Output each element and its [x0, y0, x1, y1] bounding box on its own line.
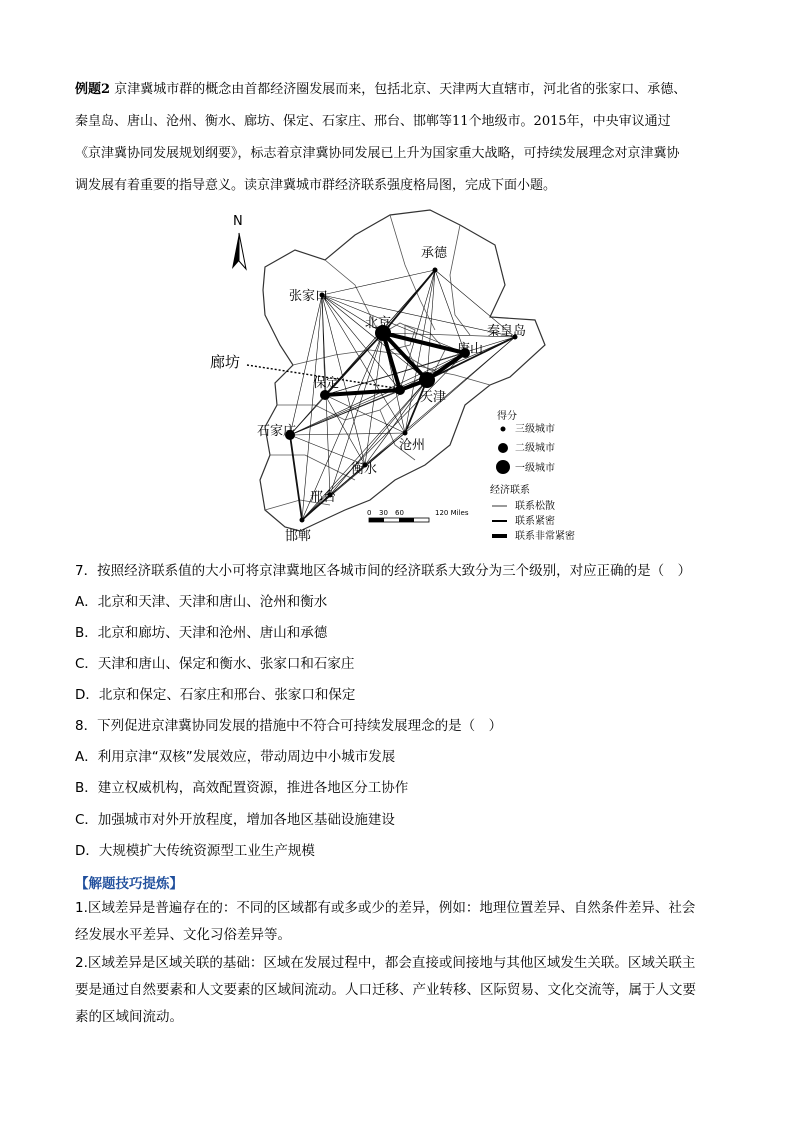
intro-line-4: 调发展有着重要的指导意义。读京津冀城市群经济联系强度格局图，完成下面小题。 — [75, 178, 557, 193]
scale-bar — [367, 509, 469, 522]
north-arrow-icon — [232, 214, 246, 269]
q7-option-d: D．北京和保定、石家庄和邢台、张家口和保定 — [75, 687, 356, 703]
city-label-chengde: 承德 — [421, 246, 448, 261]
city-label-baoding: 保定 — [313, 376, 340, 391]
q7-option-a: A．北京和天津、天津和唐山、沧州和衡水 — [75, 594, 328, 610]
jingjinji-economic-link-map — [205, 205, 605, 545]
langfang-callout-label: 廊坊 — [210, 353, 241, 371]
example-label: 例题2 — [75, 82, 111, 97]
legend-econ-title: 经济联系 — [490, 485, 530, 496]
city-label-cangzhou: 沧州 — [399, 438, 426, 453]
intro-paragraph — [75, 74, 730, 202]
tip-1 — [75, 895, 735, 949]
q8-option-c: C．加强城市对外开放程度，增加各地区基础设施建设 — [75, 812, 395, 828]
legend-level1: 一级城市 — [515, 463, 555, 474]
legend-very-close: 联系非常紧密 — [515, 531, 575, 542]
legend-close: 联系紧密 — [515, 516, 555, 527]
city-label-handan: 邯郸 — [285, 529, 312, 544]
intro-line-3: 《京津冀协同发展规划纲要》，标志着京津冀协同发展已上升为国家重大战略，可持续发展理念对京津冀协 — [75, 146, 680, 161]
north-label: N — [233, 214, 243, 229]
tips-title: 【解题技巧提炼】 — [75, 876, 183, 892]
city-marker-baoding — [320, 390, 330, 400]
scale-tick-120: 120 Miles — [435, 509, 469, 517]
city-label-hengshui: 衡水 — [351, 462, 378, 477]
scale-tick-0: 0 — [367, 509, 372, 517]
q8-stem: 8．下列促进京津冀协同发展的措施中不符合可持续发展理念的是（ ） — [75, 718, 503, 734]
city-marker-tianjin — [419, 372, 435, 388]
city-marker-chengde — [433, 268, 438, 273]
city-label-shijiazhuang: 石家庄 — [257, 424, 297, 439]
intro-line-2: 秦皇岛、唐山、沧州、衡水、廊坊、保定、石家庄、邢台、邯郸等11个地级市。2015年，中央审议通过 — [75, 114, 671, 129]
city-marker-cangzhou — [403, 431, 408, 436]
legend-level2: 二级城市 — [515, 443, 555, 454]
legend-level1-marker — [496, 460, 510, 474]
q7-option-c: C．天津和唐山、保定和衡水、张家口和石家庄 — [75, 656, 355, 672]
city-marker-handan — [300, 518, 305, 523]
scale-tick-60: 60 — [395, 509, 404, 517]
q8-option-a: A．利用京津“双核”发展效应，带动周边中小城市发展 — [75, 749, 396, 765]
region-outline — [260, 210, 545, 531]
scale-tick-30: 30 — [379, 509, 388, 517]
q8-option-b: B．建立权威机构，高效配置资源，推进各地区分工协作 — [75, 780, 409, 796]
city-label-tianjin: 天津 — [420, 390, 447, 405]
city-marker-langfang — [395, 385, 405, 395]
map-legend — [490, 409, 575, 542]
legend-score-title: 得分 — [497, 411, 517, 422]
q7-stem: 7．按照经济联系值的大小可将京津冀地区各城市间的经济联系大致分为三个级别，对应正确的是（ ） — [75, 563, 692, 579]
q7-option-b: B．北京和廊坊、天津和沧州、唐山和承德 — [75, 625, 328, 641]
tip-2-line-1: 2.区域差异是区域关联的基础：区域在发展过程中，都会直接或间接地与其他区域发生关联。区域关联主 — [75, 955, 696, 971]
city-label-tangshan: 唐山 — [457, 342, 484, 357]
q8-option-d: D．大规模扩大传统资源型工业生产规模 — [75, 843, 315, 859]
legend-loose: 联系松散 — [515, 501, 555, 512]
tip-1-line-2: 经发展水平差异、文化习俗差异等。 — [75, 927, 291, 943]
city-label-zhangjiakou: 张家口 — [289, 289, 329, 304]
legend-level3: 三级城市 — [515, 424, 555, 435]
tip-1-line-1: 1.区域差异是普遍存在的：不同的区域都有或多或少的差异，例如：地理位置差异、自然条件差异、社会 — [75, 900, 696, 916]
city-label-qinhuangdao: 秦皇岛 — [487, 324, 527, 339]
city-label-xingtai: 邢台 — [310, 490, 337, 505]
city-label-beijing: 北京 — [365, 316, 392, 331]
tip-2 — [75, 950, 735, 1031]
legend-level2-marker — [498, 443, 508, 453]
tip-2-line-2: 要是通过自然要素和人文要素的区域间流动。人口迁移、产业转移、区际贸易、文化交流等，属于人文要 — [75, 982, 696, 998]
tip-2-line-3: 素的区域间流动。 — [75, 1009, 183, 1025]
intro-line-1: 例题2 京津冀城市群的概念由首都经济圈发展而来，包括北京、天津两大直辖市，河北省的张家口、承德、 — [75, 82, 687, 97]
legend-level3-marker — [501, 427, 506, 432]
